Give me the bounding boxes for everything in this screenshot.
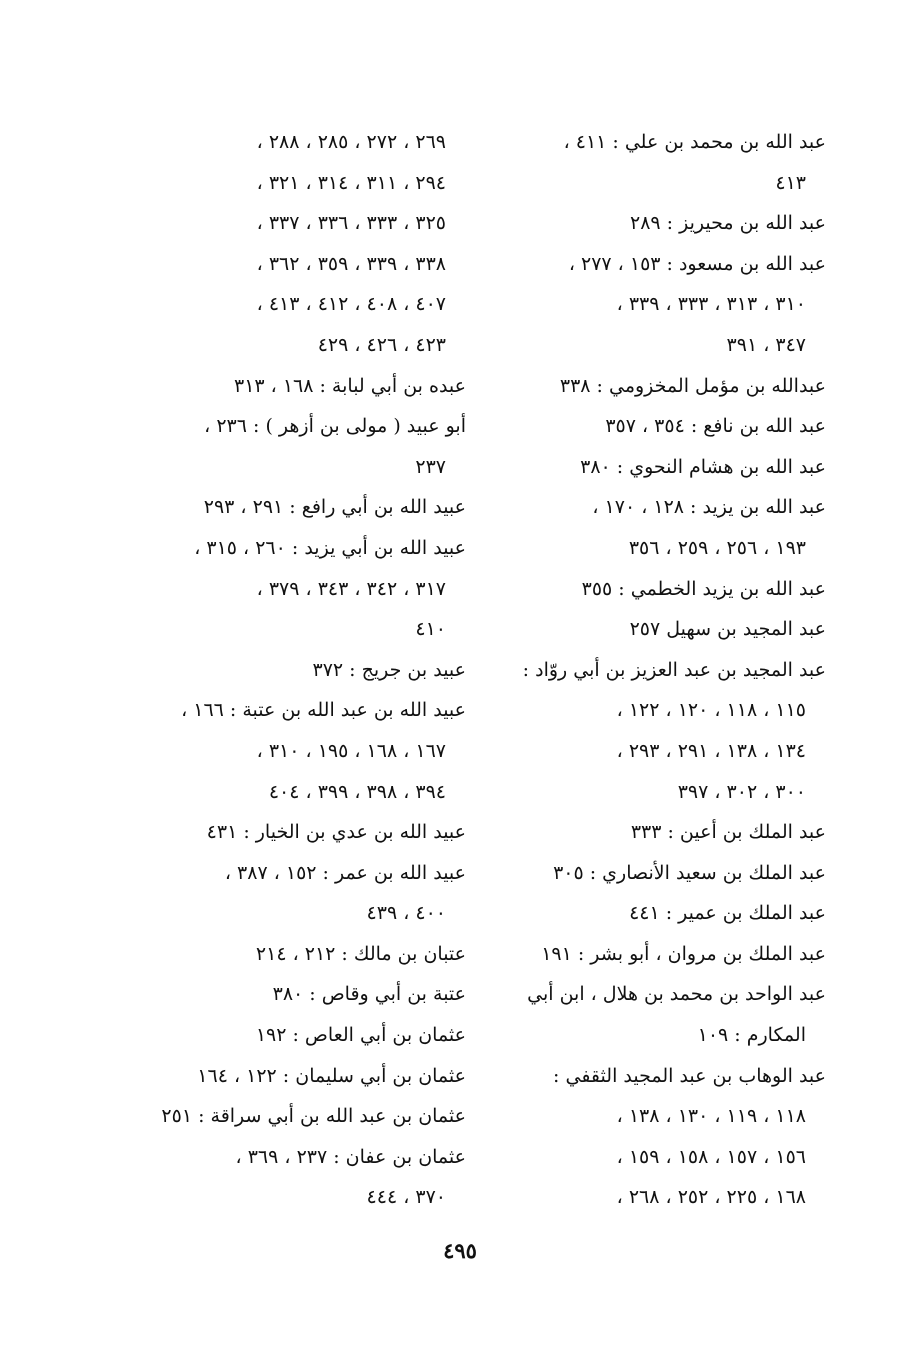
index-continuation-line: ٣٢٥ ، ٣٣٣ ، ٣٣٦ ، ٣٣٧ ،	[256, 212, 446, 235]
index-entry: عبد الواحد بن محمد بن هلال ، ابن أبي	[527, 983, 826, 1006]
index-continuation-line: ٢٣٧	[415, 455, 446, 478]
index-entry: أبو عبيد ( مولى بن أزهر ) : ٢٣٦ ،	[204, 415, 466, 438]
index-continuation-line: ٤١٣	[775, 171, 806, 194]
index-continuation-line: ١١٥ ، ١١٨ ، ١٢٠ ، ١٢٢ ،	[616, 699, 806, 722]
index-entry: عثمان بن أبي العاص : ١٩٢	[255, 1024, 466, 1047]
index-entry: عبد المجيد بن سهيل ٢٥٧	[629, 618, 826, 641]
index-entry: عبد المجيد بن عبد العزيز بن أبي روّاد :	[522, 658, 826, 681]
index-continuation-line: ٣٣٨ ، ٣٣٩ ، ٣٥٩ ، ٣٦٢ ،	[256, 252, 446, 275]
index-continuation-line: ٢٦٩ ، ٢٧٢ ، ٢٨٥ ، ٢٨٨ ،	[256, 131, 446, 153]
index-entry: عثمان بن عبد الله بن أبي سراقة : ٢٥١	[161, 1105, 466, 1128]
index-continuation-line: ٤١٠	[415, 618, 446, 641]
index-entry: عبيد الله بن أبي رافع : ٢٩١ ، ٢٩٣	[203, 496, 466, 519]
index-entry: عبد الوهاب بن عبد المجيد الثقفي :	[553, 1064, 826, 1087]
index-entry: عبيد الله بن عدي بن الخيار : ٤٣١	[206, 821, 466, 844]
index-entry: عبيد الله بن أبي يزيد : ٢٦٠ ، ٣١٥ ،	[194, 536, 466, 559]
index-entry: عبيد بن جريج : ٣٧٢	[312, 658, 466, 681]
index-continuation-line: ٣١٠ ، ٣١٣ ، ٣٣٣ ، ٣٣٩ ،	[616, 293, 806, 316]
index-continuation-line: ١٦٧ ، ١٦٨ ، ١٩٥ ، ٣١٠ ،	[256, 739, 446, 762]
index-continuation-line: ١٥٦ ، ١٥٧ ، ١٥٨ ، ١٥٩ ،	[616, 1145, 806, 1168]
index-entry: عبدالله بن مؤمل المخزومي : ٣٣٨	[559, 374, 826, 397]
index-entry: عتبة بن أبي وقاص : ٣٨٠	[272, 983, 466, 1006]
index-entry: عبد الله بن نافع : ٣٥٤ ، ٣٥٧	[605, 415, 826, 438]
index-entry: عثمان بن أبي سليمان : ١٢٢ ، ١٦٤	[197, 1064, 466, 1087]
index-continuation-line: ١٣٤ ، ١٣٨ ، ٢٩١ ، ٢٩٣ ،	[616, 739, 806, 762]
index-continuation-line: ٣٤٧ ، ٣٩١	[726, 333, 806, 356]
index-entry: عبد الله بن هشام النحوي : ٣٨٠	[580, 455, 826, 478]
index-entry: عبد الملك بن مروان ، أبو بشر : ١٩١	[541, 942, 826, 965]
index-entry: عبد الله بن يزيد الخطمي : ٣٥٥	[581, 577, 826, 600]
index-continuation-line: ٣١٧ ، ٣٤٢ ، ٣٤٣ ، ٣٧٩ ،	[256, 577, 446, 600]
index-entry: عبيد الله بن عمر : ١٥٢ ، ٣٨٧ ،	[224, 861, 466, 884]
index-entry: عبد الملك بن عمير : ٤٤١	[629, 902, 826, 925]
index-column-right	[496, 122, 826, 1218]
index-continuation-line: ٤٠٧ ، ٤٠٨ ، ٤١٢ ، ٤١٣ ،	[256, 293, 446, 316]
index-entry: عبد الله بن محمد بن علي : ٤١١ ،	[563, 131, 826, 153]
index-entry: عبد الله بن مسعود : ١٥٣ ، ٢٧٧ ،	[568, 252, 826, 275]
index-entry: عبد الملك بن أعين : ٣٣٣	[630, 821, 826, 844]
index-continuation-line: ١٩٣ ، ٢٥٦ ، ٢٥٩ ، ٣٥٦	[628, 536, 806, 559]
index-continuation-line: ٤٢٣ ، ٤٢٦ ، ٤٢٩	[317, 333, 446, 356]
index-column-left	[130, 122, 466, 1218]
page-number: ٤٩٥	[443, 1238, 477, 1263]
index-entry: عثمان بن عفان : ٢٣٧ ، ٣٦٩ ،	[235, 1145, 466, 1168]
index-continuation-line: المكارم : ١٠٩	[697, 1024, 806, 1047]
index-continuation-line: ٤٠٠ ، ٤٣٩	[366, 902, 446, 925]
index-continuation-line: ٣٠٠ ، ٣٠٢ ، ٣٩٧	[677, 780, 806, 803]
index-continuation-line: ٣٧٠ ، ٤٤٤	[366, 1186, 446, 1209]
index-continuation-line: ١١٨ ، ١١٩ ، ١٣٠ ، ١٣٨ ،	[616, 1105, 806, 1128]
index-entry: عبد الملك بن سعيد الأنصاري : ٣٠٥	[553, 861, 826, 884]
index-entry: عبد الله بن محيريز : ٢٨٩	[630, 212, 826, 235]
index-entry: عبيد الله بن عبد الله بن عتبة : ١٦٦ ،	[181, 699, 466, 722]
index-entry: عبده بن أبي لبابة : ١٦٨ ، ٣١٣	[233, 374, 466, 397]
index-continuation-line: ٢٩٤ ، ٣١١ ، ٣١٤ ، ٣٢١ ،	[256, 171, 446, 194]
index-entry: عبد الله بن يزيد : ١٢٨ ، ١٧٠ ،	[592, 496, 826, 519]
index-continuation-line: ١٦٨ ، ٢٢٥ ، ٢٥٢ ، ٢٦٨ ،	[616, 1186, 806, 1209]
index-entry: عتبان بن مالك : ٢١٢ ، ٢١٤	[255, 942, 466, 965]
index-continuation-line: ٣٩٤ ، ٣٩٨ ، ٣٩٩ ، ٤٠٤	[268, 780, 446, 803]
